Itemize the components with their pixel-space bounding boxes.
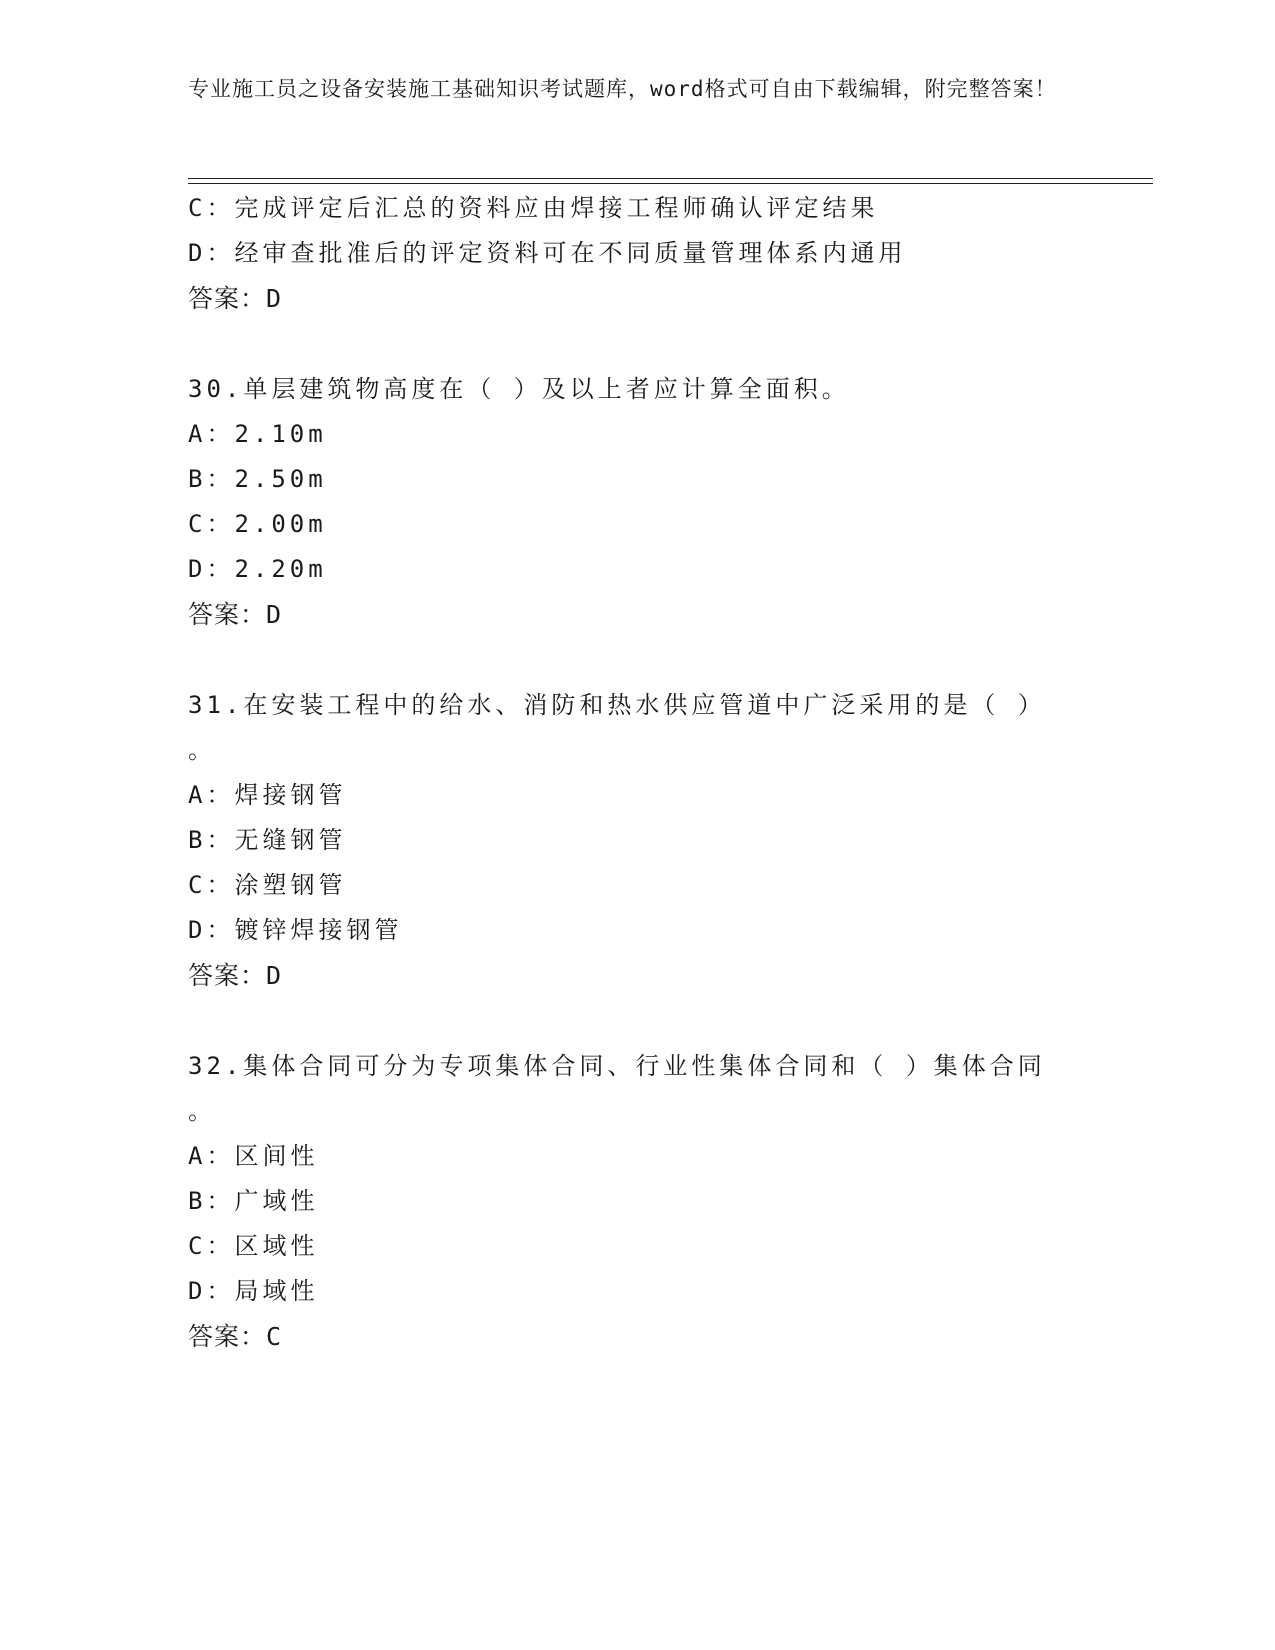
question-30-option-b: B：2.50m <box>188 465 327 493</box>
question-30-option-c: C：2.00m <box>188 510 327 538</box>
question-32-option-b: B：广域性 <box>188 1187 319 1215</box>
question-30-answer <box>188 600 282 630</box>
answer-label: 答案： <box>188 284 267 313</box>
answer <box>188 284 282 314</box>
question-30-stem: 30.单层建筑物高度在（ ）及以上者应计算全面积。 <box>188 375 850 403</box>
question-32-answer <box>188 1322 282 1352</box>
question-30-option-d: D：2.20m <box>188 555 327 583</box>
question-30-option-a: A：2.10m <box>188 420 327 448</box>
answer-value: C <box>266 1322 283 1351</box>
question-32-option-d: D：局域性 <box>188 1277 319 1305</box>
question-31-option-c: C：涂塑钢管 <box>188 871 347 899</box>
answer-value: D <box>266 600 283 629</box>
question-31-answer <box>188 961 282 991</box>
question-31-stem-continuation: 。 <box>188 736 216 764</box>
answer-value: D <box>266 961 283 990</box>
question-31-option-a: A：焊接钢管 <box>188 781 347 809</box>
option-c: C：完成评定后汇总的资料应由焊接工程师确认评定结果 <box>188 194 879 222</box>
option-d: D：经审查批准后的评定资料可在不同质量管理体系内通用 <box>188 239 907 267</box>
answer-value: D <box>266 284 283 313</box>
question-31-stem: 31.在安装工程中的给水、消防和热水供应管道中广泛采用的是（ ） <box>188 691 1046 719</box>
document-header: 专业施工员之设备安装施工基础知识考试题库，word格式可自由下载编辑，附完整答案！ <box>188 77 1057 101</box>
question-31-option-d: D：镀锌焊接钢管 <box>188 916 403 944</box>
answer-label: 答案： <box>188 961 267 990</box>
header-divider-bottom <box>188 183 1153 184</box>
header-divider-top <box>188 178 1153 179</box>
answer-label: 答案： <box>188 600 267 629</box>
question-32-option-c: C：区域性 <box>188 1232 319 1260</box>
question-32-stem: 32.集体合同可分为专项集体合同、行业性集体合同和（ ）集体合同 <box>188 1052 1046 1080</box>
question-32-option-a: A：区间性 <box>188 1142 319 1170</box>
question-32-stem-continuation: 。 <box>188 1097 216 1125</box>
question-31-option-b: B：无缝钢管 <box>188 826 347 854</box>
answer-label: 答案： <box>188 1322 267 1351</box>
